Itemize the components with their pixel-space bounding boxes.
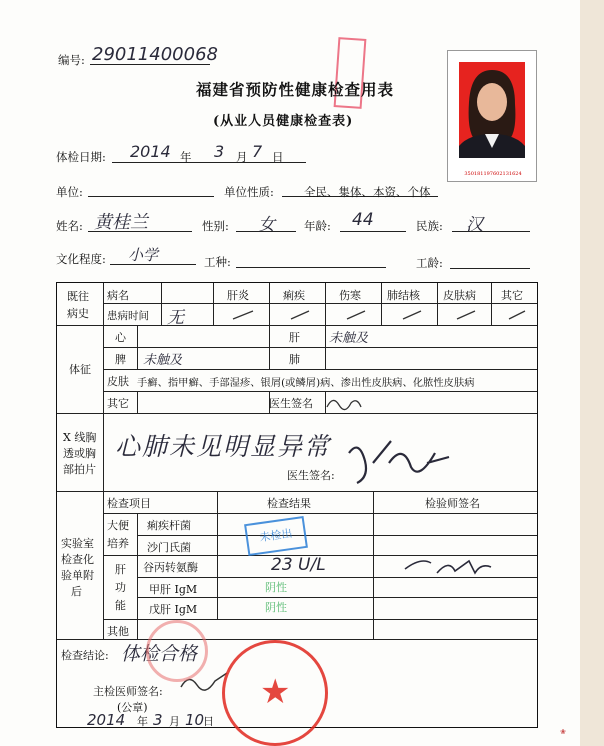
physician-sig-label: 主检医师签名: [93,685,163,698]
disease-name-label: 病名 [107,289,129,302]
alt-test-label: 谷丙转氨酶 [143,561,198,574]
faint-red-seal [146,620,208,682]
day-unit: 日 [272,150,284,164]
disease-time-value: 无 [167,308,184,328]
watermark-icon: ❀ [560,728,566,736]
alt-value: 23 U/L [271,555,326,575]
official-seal-label: (公章) [117,701,148,714]
heart-label: 心 [115,331,126,344]
liver-label: 肝 [289,331,300,344]
job-underline [236,267,386,268]
lab-col-item: 检查项目 [107,497,151,510]
xray-section-label-2: 透或胸 [63,447,96,460]
disease-dysentery: 痢疾 [283,289,305,302]
form-subtitle: (从业人员健康检查表) [213,114,354,129]
conclusion-year-unit: 年 [137,715,148,728]
stool-label-2: 培养 [107,537,129,550]
ethnicity-underline [452,231,530,232]
exam-date-day: 7 [252,142,263,161]
xray-doctor-signature [339,433,459,489]
serial-label: 编号: [58,53,85,67]
physical-other-label: 其它 [107,397,129,410]
conclusion-date-month: 3 [153,711,163,729]
lab-col-signature: 检验师签名 [425,497,480,510]
physical-section-label: 体征 [69,363,91,376]
xray-section-label-3: 部拍片 [63,463,96,476]
sex-value: 女 [258,215,275,235]
history-section-label-1: 既往 [67,290,89,303]
lab-technician-signature [397,553,497,579]
liver-function-label-2: 功 [115,581,126,594]
disease-hepatitis: 肝炎 [227,289,249,302]
seniority-underline [450,268,530,269]
lab-section-label-1: 实验室 [61,537,94,550]
disease-skin: 皮肤病 [443,289,476,302]
xray-doctor-sig-label: 医生签名: [287,469,335,482]
unit-underline [88,196,214,197]
sex-label: 性别: [202,219,229,233]
disease-other: 其它 [501,289,523,302]
xray-section-label-1: X 线胸 [63,431,97,444]
conclusion-handwritten: 体检合格 [121,643,198,665]
spleen-label: 脾 [115,353,126,366]
lab-section-label-3: 验单附 [61,569,94,582]
exam-date-month: 3 [214,142,225,161]
conclusion-day-unit: 日 [203,715,214,728]
name-label: 姓名: [56,219,83,233]
not-detected-stamp: 未检出 [244,516,308,556]
conclusion-month-unit: 月 [169,715,180,728]
disease-typhoid: 伤寒 [339,289,361,302]
month-unit: 月 [236,150,248,164]
lab-section-label-4: 后 [71,585,82,598]
lab-col-result: 检查结果 [267,497,311,510]
hev-igm-label: 戊肝 IgM [149,603,198,616]
exam-date-year: 2014 [130,142,171,161]
lab-other-label: 其他 [107,625,129,638]
applicant-photo [447,50,537,182]
lung-label: 肺 [289,353,300,366]
year-unit: 年 [180,150,192,164]
photo-id-caption: 350181197602131624 [464,171,522,177]
name-value: 黄桂兰 [94,212,148,233]
education-label: 文化程度: [56,252,106,266]
skin-conditions-text: 手癣、指甲癣、手部湿疹、银屑(或鳞屑)病、渗出性皮肤病、化脓性皮肤病 [137,377,475,389]
conclusion-label: 检查结论: [61,649,109,662]
age-label: 年龄: [304,219,331,233]
seal-star-icon: ★ [260,672,291,712]
skin-label: 皮肤 [107,375,129,388]
spleen-value: 未触及 [143,353,183,368]
form-title: 福建省预防性健康检查用表 [196,80,395,99]
age-underline [340,231,406,232]
background-edge [580,0,604,746]
portrait-image [459,62,525,158]
history-section-label-2: 病史 [67,307,89,320]
physical-doctor-sig-label: 医生签名 [269,397,313,410]
serial-value: 29011400068 [92,44,218,65]
serial-underline [90,64,210,65]
xray-result: 心肺未见明显异常 [115,432,332,461]
unit-nature-label: 单位性质: [224,185,274,199]
official-red-seal [222,640,328,746]
exam-date-label: 体检日期: [56,150,106,164]
hev-negative-stamp: 阴性 [265,601,287,614]
ethnicity-value: 汉 [466,215,483,235]
lab-section-label-2: 检查化 [61,553,94,566]
conclusion-date-year: 2014 [87,711,126,729]
physical-doctor-signature [321,391,371,413]
unit-nature-options: 全民、集体、本资、个体 [304,185,431,199]
job-label: 工种: [204,255,231,269]
disease-time-label: 患病时间 [107,310,149,322]
ethnicity-label: 民族: [416,219,443,233]
conclusion-date-day: 10 [185,711,205,729]
liver-function-label-1: 肝 [115,563,126,576]
age-value: 44 [352,210,374,230]
dash-marks [213,303,537,325]
dysentery-test-label: 痢疾杆菌 [147,519,191,532]
unit-label: 单位: [56,185,83,199]
disease-tuberculosis: 肺结核 [387,289,420,302]
hav-negative-stamp: 阴性 [265,581,287,594]
salmonella-test-label: 沙门氏菌 [147,541,191,554]
stool-label-1: 大便 [107,519,129,532]
education-value: 小学 [128,246,159,264]
seniority-label: 工龄: [416,256,443,270]
liver-function-label-3: 能 [115,599,126,612]
liver-value: 未触及 [329,331,369,346]
hav-igm-label: 甲肝 IgM [149,583,198,596]
